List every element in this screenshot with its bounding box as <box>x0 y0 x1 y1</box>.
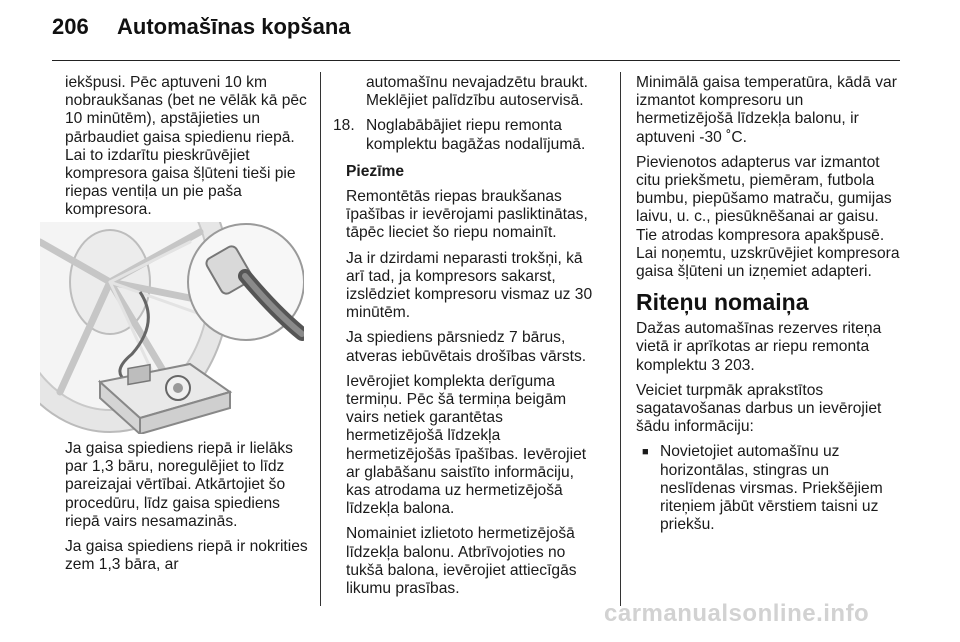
bullet-text: Novietojiet automašīnu uz horizontālas, stingras un neslīdenas virsmas. Priekšējiem riteņiem jābūt vērstiem taisni uz priekšu. <box>660 443 883 534</box>
paragraph: iekšpusi. Pēc aptuveni 10 km nobraukšanas (bet ne vēlāk kā pēc 10 minūtēm), apstājieties un pārbaudiet gaisa spiedienu riepā. Lai to izdarītu pieskrūvējiet kompresora gaisa šļūteni tieši pie riepas ventiļa un pie paša kompresora. <box>65 74 307 219</box>
note-paragraph: Ja spiediens pārsniedz 7 bārus, atveras iebūvētais drošības vārsts. <box>346 329 587 365</box>
paragraph: Ja gaisa spiediens riepā ir nokrities zem 1,3 bāra, ar <box>65 538 308 574</box>
paragraph <box>636 320 900 375</box>
page-reference-link[interactable]: 3 203. <box>707 356 755 374</box>
paragraph: automašīnu nevajadzētu braukt. Meklējiet palīdzību autoservisā. <box>366 74 588 110</box>
bullet-square-icon: ■ <box>642 446 649 459</box>
paragraph: Ja gaisa spiediens riepā ir lielāks par 1,3 bāru, noregulējiet to līdz pareizajai vērtībai. Atkārtojiet šo procedūru, līdz gaisa spiediens riepā vairs nesamazinās. <box>65 440 293 530</box>
paragraph: Veiciet turpmāk aprakstītos sagatavošanas darbus un ievērojiet šādu informāciju: <box>636 381 882 436</box>
page-number: 206 <box>52 14 89 39</box>
numbered-step <box>333 117 599 153</box>
header-rule <box>52 60 900 61</box>
watermark: carmanualsonline.info <box>604 600 870 627</box>
note-heading: Piezīme <box>346 162 405 180</box>
section-title: Riteņu nomaiņa <box>636 289 809 316</box>
column-2 <box>333 74 599 605</box>
page-title: Automašīnas kopšana <box>117 14 351 39</box>
paragraph-text: Dažas automašīnas rezerves riteņa vietā ir aprīkotas ar riepu remonta komplektu <box>636 320 882 374</box>
note-paragraph: Nomainiet izlietoto hermetizējošā līdzekļa balonu. Atbrīvojoties no tukšā balona, ievērojiet attiecīgās likumu prasības. <box>346 525 577 598</box>
column-1 <box>65 74 309 227</box>
note-block <box>333 163 599 598</box>
paragraph: Minimālā gaisa temperatūra, kādā var izmantot kompresoru un hermetizējošā līdzekļa balonu, ir aptuveni -30 ˚C. <box>636 74 897 146</box>
tire-compressor-illustration <box>40 222 304 434</box>
paragraph: Pievienotos adapterus var izmantot citu priekšmetu, piemēram, futbola bumbu, piepūšamo matraču, gumijas laivu, u. c., piesūknēšanai ar gaisu. Tie atrodas kompresora apakšpusē. Lai noņemtu, uzskrūvējiet kompresora gaisa šļūteni un izņemiet adapteri. <box>636 153 900 281</box>
note-paragraph: Ja ir dzirdami neparasti trokšņi, kā arī tad, ja kompresors sakarst, izslēdziet kompresoru vismaz uz 30 minūtēm. <box>346 249 593 322</box>
column-3 <box>636 74 900 534</box>
column-1-continued <box>65 440 309 581</box>
step-number: 18. <box>333 117 355 135</box>
note-paragraph: Ievērojiet komplekta derīguma termiņu. Pēc šā termiņa beigām vairs netiek garantētas hermetizējošā līdzekļa hermetizējošās īpašības. Ievērojiet ar glabāšanu saistīto informāciju, kas atrodama uz hermetizējošā līdzekļa balona. <box>346 372 587 518</box>
note-paragraph: Remontētās riepas braukšanas īpašības ir ievērojami pasliktinātas, tāpēc lieciet šo riepu nomainīt. <box>346 188 588 242</box>
column-divider-left <box>320 72 321 606</box>
bullet-item <box>636 443 900 534</box>
step-text: Noglabābājiet riepu remonta komplektu bagāžas nodalījumā. <box>366 117 586 153</box>
compressor-hose-image <box>40 222 304 434</box>
column-divider-right <box>620 72 621 606</box>
